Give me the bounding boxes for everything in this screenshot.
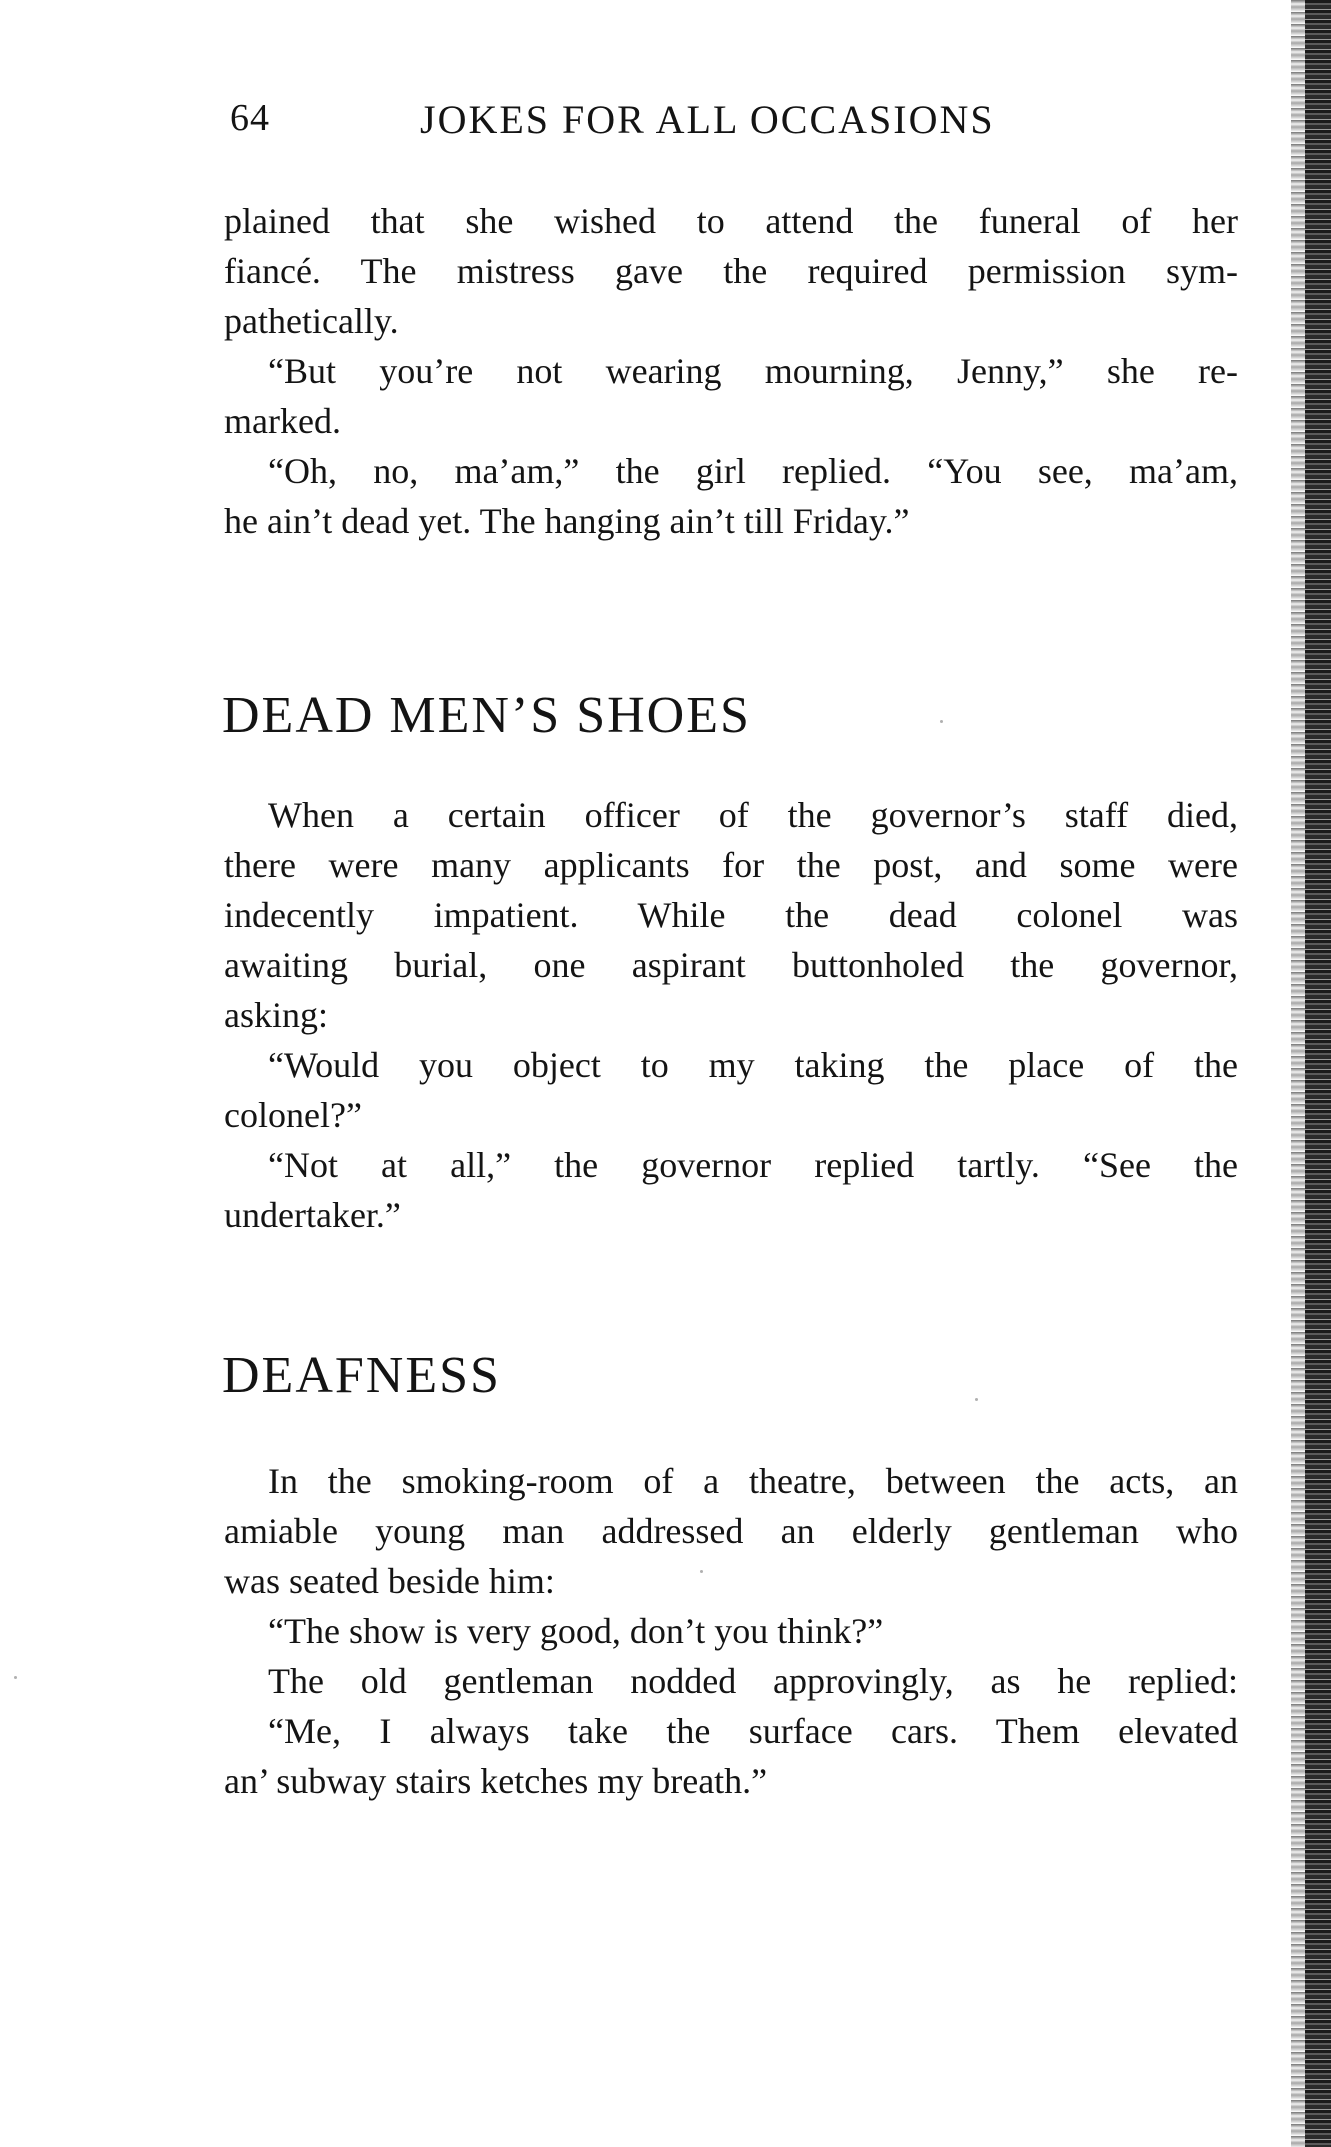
text-line: undertaker.” [224,1195,401,1235]
scan-edge [1305,0,1331,2147]
text-line: “The show is very good, don’t you think?” [268,1611,884,1651]
text-line: “Would you object to my taking the place of the [268,1045,1238,1085]
text-line: “But you’re not wearing mourning, Jenny,” she re- [268,351,1238,391]
scan-speck [940,720,943,723]
text-line: fiancé. The mistress gave the required permission sym- [224,251,1238,291]
text-line: there were many applicants for the post, and some were [224,845,1238,885]
section-heading-dead-mens-shoes: DEAD MEN’S SHOES [222,687,751,744]
text-line: When a certain officer of the governor’s staff died, [268,795,1238,835]
joke-deafness [224,1456,1238,1806]
text-line: marked. [224,401,341,441]
running-title: JOKES FOR ALL OCCASIONS [420,97,995,142]
text-line: asking: [224,995,328,1035]
scan-speck [700,1570,703,1573]
text-line: “Me, I always take the surface cars. Them elevated [268,1711,1238,1751]
section-heading-deafness: DEAFNESS [222,1347,501,1404]
text-line: colonel?” [224,1095,362,1135]
running-head [230,96,1270,156]
text-line: he ain’t dead yet. The hanging ain’t till Friday.” [224,501,910,541]
text-line: an’ subway stairs ketches my breath.” [224,1761,768,1801]
scan-edge-shadow [1291,0,1305,2147]
scan-speck [14,1676,17,1679]
page-number: 64 [230,97,270,139]
scan-speck [975,1398,978,1401]
continued-joke [224,196,1238,546]
joke-dead-mens-shoes [224,790,1238,1240]
text-line: “Oh, no, ma’am,” the girl replied. “You see, ma’am, [268,451,1238,491]
text-line: pathetically. [224,301,399,341]
text-line: amiable young man addressed an elderly gentleman who [224,1511,1238,1551]
text-line: “Not at all,” the governor replied tartly. “See the [268,1145,1238,1185]
text-line: awaiting burial, one aspirant buttonholed the governor, [224,945,1238,985]
text-line: In the smoking-room of a theatre, between the acts, an [268,1461,1238,1501]
text-line: indecently impatient. While the dead colonel was [224,895,1238,935]
text-line: The old gentleman nodded approvingly, as he replied: [268,1661,1238,1701]
text-line: plained that she wished to attend the funeral of her [224,201,1238,241]
text-line: was seated beside him: [224,1561,555,1601]
